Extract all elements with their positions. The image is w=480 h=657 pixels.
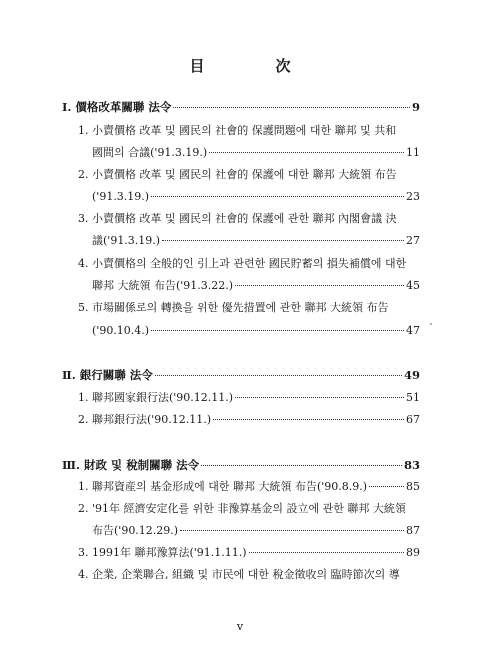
page-number: 89 xyxy=(406,546,420,559)
entry-text: 國間의 合議('91.3.19.) xyxy=(92,146,208,159)
page-number: 67 xyxy=(406,413,420,426)
toc-section-heading[interactable] xyxy=(62,100,420,114)
page-number: 11 xyxy=(406,146,420,159)
leader-dots xyxy=(201,465,402,466)
entry-text: 3. 1991年 聯邦豫算法('91.1.11.) xyxy=(78,546,247,559)
toc-entry-continuation[interactable] xyxy=(92,279,420,293)
page-number: 87 xyxy=(406,524,420,537)
page-number: 9 xyxy=(411,100,420,114)
section-title: Ⅲ. 財政 및 稅制關聯 法令 xyxy=(62,458,200,472)
leader-dots xyxy=(209,152,404,153)
toc-entry[interactable] xyxy=(78,480,420,494)
scan-speck xyxy=(430,323,432,325)
page-number: 51 xyxy=(406,391,420,404)
toc-entry-continuation[interactable] xyxy=(92,234,420,248)
toc-entry-continuation[interactable] xyxy=(92,524,420,538)
page-title: 目 次 xyxy=(189,57,319,75)
entry-text: 4. 小賣價格의 全般的인 引上과 관련한 國民貯蓄의 損失補償에 대한 xyxy=(78,257,407,270)
leader-dots xyxy=(235,285,404,286)
page-number: 85 xyxy=(406,480,420,493)
page-number: 47 xyxy=(406,324,420,337)
entry-text: 2. 小賣價格 改革 및 國民의 社會的 保護에 대한 聯邦 大統領 布告 xyxy=(78,168,397,181)
toc-entry[interactable] xyxy=(78,124,420,138)
toc-section-heading[interactable] xyxy=(62,458,420,472)
leader-dots xyxy=(151,196,404,197)
toc-section-heading[interactable] xyxy=(62,368,420,382)
toc-entry[interactable] xyxy=(78,546,420,560)
entry-text: 聯邦 大統領 布告('91.3.22.) xyxy=(92,279,234,292)
folio-page-number: v xyxy=(236,620,244,633)
leader-dots xyxy=(173,107,410,108)
toc-entry[interactable] xyxy=(78,212,420,226)
section-title: Ⅰ. 價格改革關聯 法令 xyxy=(62,100,172,114)
leader-dots xyxy=(213,419,404,420)
leader-dots xyxy=(235,397,404,398)
page-number: 23 xyxy=(406,190,420,203)
page-number: 49 xyxy=(403,368,420,382)
toc-entry-continuation[interactable] xyxy=(92,324,420,338)
entry-text: 議('91.3.19.) xyxy=(92,234,161,247)
toc-entry[interactable] xyxy=(78,168,420,182)
leader-dots xyxy=(180,530,404,531)
toc-entry[interactable] xyxy=(78,257,420,271)
leader-dots xyxy=(151,330,404,331)
toc-entry[interactable] xyxy=(78,502,420,516)
page-number: 83 xyxy=(403,458,420,472)
entry-text: 布告('90.12.29.) xyxy=(92,524,179,537)
section-title: Ⅱ. 銀行關聯 法令 xyxy=(62,368,153,382)
entry-text: 3. 小賣價格 改革 및 國民의 社會的 保護에 관한 聯邦 內閣會議 決 xyxy=(78,212,397,225)
page-number: 45 xyxy=(406,279,420,292)
entry-text: 5. 市場關係로의 轉換을 위한 優先措置에 관한 聯邦 大統領 布告 xyxy=(78,301,389,314)
entry-text: 4. 企業, 企業聯合, 組織 및 市民에 대한 稅金徵收의 臨時節次의 導 xyxy=(78,568,400,581)
entry-text: 1. 聯邦國家銀行法('90.12.11.) xyxy=(78,391,234,404)
toc-entry[interactable] xyxy=(78,413,420,427)
page-number: 27 xyxy=(406,234,420,247)
entry-text: 1. 小賣價格 改革 및 國民의 社會的 保護問題에 대한 聯邦 및 共和 xyxy=(78,124,397,137)
entry-text: ('91.3.19.) xyxy=(92,190,150,203)
toc-entry[interactable] xyxy=(78,568,420,582)
entry-text: 1. 聯邦資産의 基金形成에 대한 聯邦 大統領 布告('90.8.9.) xyxy=(78,480,368,493)
toc-entry[interactable] xyxy=(78,301,420,315)
entry-text: 2. '91年 經濟安定化를 위한 非豫算基金의 設立에 관한 聯邦 大統領 xyxy=(78,502,406,515)
toc-entry-continuation[interactable] xyxy=(92,146,420,160)
entry-text: ('90.10.4.) xyxy=(92,324,150,337)
leader-dots xyxy=(162,240,404,241)
leader-dots xyxy=(155,375,402,376)
toc-entry[interactable] xyxy=(78,391,420,405)
entry-text: 2. 聯邦銀行法('90.12.11.) xyxy=(78,413,212,426)
toc-entry-continuation[interactable] xyxy=(92,190,420,204)
leader-dots xyxy=(369,486,404,487)
leader-dots xyxy=(249,552,404,553)
